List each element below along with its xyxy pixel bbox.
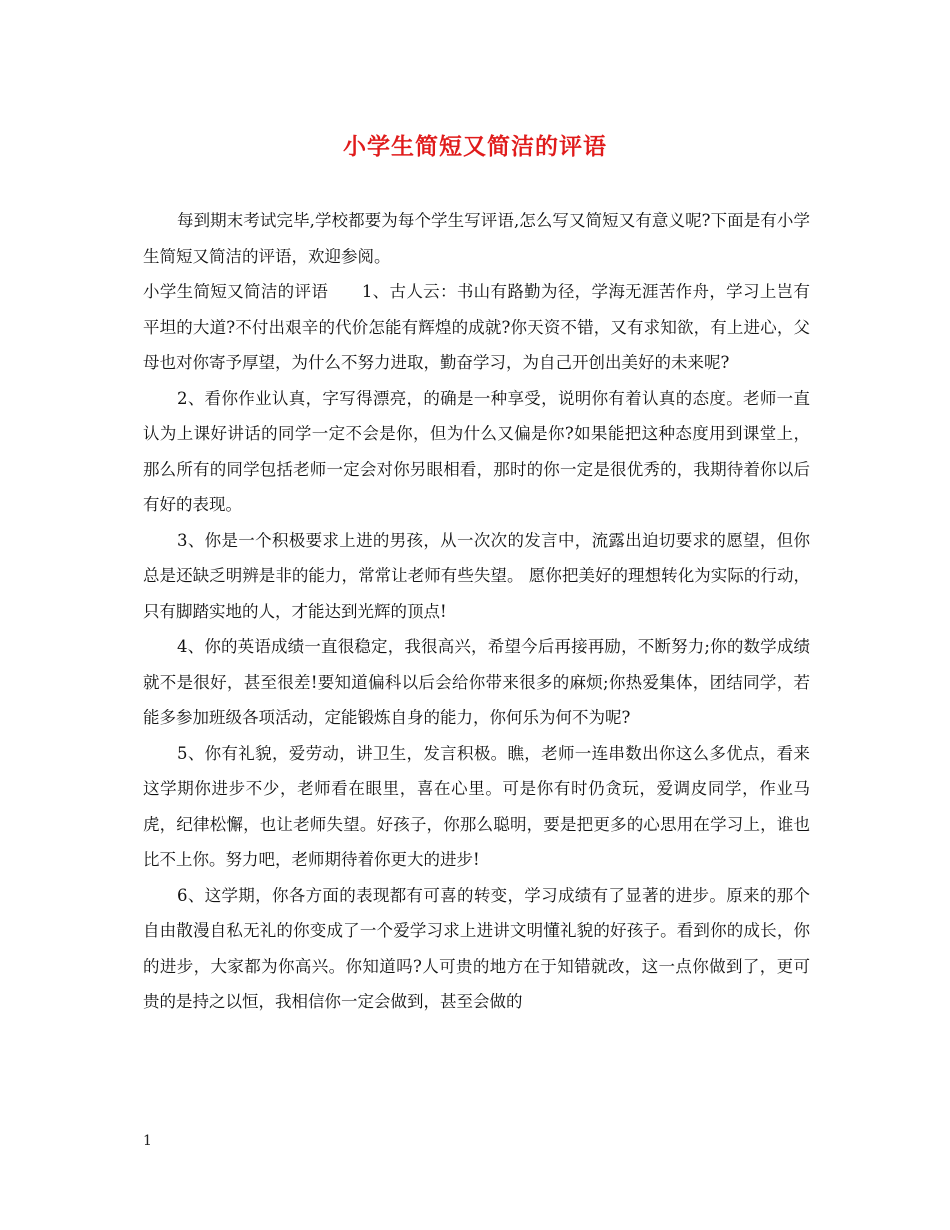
- document-title: 小学生简短又简洁的评语: [343, 133, 607, 160]
- paragraph-comment-6: 6、这学期，你各方面的表现都有可喜的转变，学习成绩有了显著的进步。原来的那个自由散漫自私无礼的你变成了一个爱学习求上进讲文明懂礼貌的好孩子。看到你的成长，你的进步，大家都为你高兴。你知道吗?人可贵的地方在于知错就改，这一点你做到了，更可贵的是持之以恒，我相信你一定会做到，甚至会做的: [143, 885, 810, 1011]
- document-body: [143, 203, 810, 1020]
- page-number: 1: [143, 1133, 152, 1149]
- paragraph-comment-5: 5、你有礼貌，爱劳动，讲卫生，发言积极。瞧，老师一连串数出你这么多优点，看来这学期你进步不少，老师看在眼里，喜在心里。可是你有时仍贪玩，爱调皮同学，作业马虎，纪律松懈，也让老师失望。好孩子，你那么聪明，要是把更多的心思用在学习上，谁也比不上你。努力吧，老师期待着你更大的进步!: [143, 743, 810, 869]
- paragraph-comment-4: 4、你的英语成绩一直很稳定，我很高兴，希望今后再接再励，不断努力;你的数学成绩就不是很好，甚至很差!要知道偏科以后会给你带来很多的麻烦;你热爱集体，团结同学，若能多参加班级各项活动，定能锻炼自身的能力，你何乐为何不为呢?: [143, 637, 810, 727]
- paragraph-intro: 每到期末考试完毕,学校都要为每个学生写评语,怎么写又简短又有意义呢?下面是有小学生简短又简洁的评语，欢迎参阅。: [143, 211, 810, 266]
- paragraph-comment-2: 2、看你作业认真，字写得漂亮，的确是一种享受，说明你有着认真的态度。老师一直认为上课好讲话的同学一定不会是你，但为什么又偏是你?如果能把这种态度用到课堂上，那么所有的同学包括老师一定会对你另眼相看，那时的你一定是很优秀的，我期待着你以后有好的表现。: [143, 388, 810, 514]
- paragraph-comment-3: 3、你是一个积极要求上进的男孩，从一次次的发言中，流露出迫切要求的愿望，但你总是还缺乏明辨是非的能力，常常让老师有些失望。 愿你把美好的理想转化为实际的行动，只有脚踏实地的人，才能达到光辉的顶点!: [143, 530, 810, 621]
- paragraph-comment-1: 小学生简短又简洁的评语 1、古人云：书山有路勤为径，学海无涯苦作舟，学习上岂有平坦的大道?不付出艰辛的代价怎能有辉煌的成就?你天资不错，又有求知欲，有上进心，父母也对你寄予厚望，为什么不努力进取，勤奋学习，为自己开创出美好的未来呢?: [143, 282, 810, 372]
